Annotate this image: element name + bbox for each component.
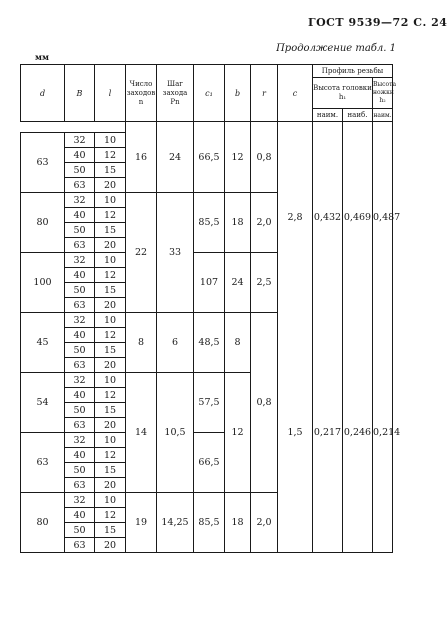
l-cell: 10: [95, 133, 126, 148]
c1-value: 66,5: [194, 433, 225, 493]
b-value: 24: [225, 253, 251, 313]
h1-max-value: 0,246: [343, 313, 373, 553]
b-value: 18: [225, 493, 251, 553]
b-cell: 63: [65, 418, 95, 433]
l-cell: 15: [95, 403, 126, 418]
b-cell: 40: [65, 328, 95, 343]
h2-min-value: 0,214: [373, 313, 393, 553]
pn-value: 6: [157, 313, 194, 373]
b-cell: 32: [65, 433, 95, 448]
l-cell: 10: [95, 433, 126, 448]
header-pn: Шаг захода Pn: [157, 65, 194, 122]
l-cell: 10: [95, 373, 126, 388]
b-cell: 32: [65, 133, 95, 148]
r-value: 2,5: [251, 253, 278, 313]
b-cell: 63: [65, 298, 95, 313]
b-cell: 40: [65, 208, 95, 223]
l-cell: 15: [95, 283, 126, 298]
l-cell: 12: [95, 208, 126, 223]
pn-value: 14,25: [157, 493, 194, 553]
n-value: 22: [126, 193, 157, 313]
l-cell: 20: [95, 418, 126, 433]
c1-value: 85,5: [194, 493, 225, 553]
c1-value: 57,5: [194, 373, 225, 433]
b-cell: 50: [65, 283, 95, 298]
b-cell: 63: [65, 238, 95, 253]
b-value: 8: [225, 313, 251, 373]
b-cell: 40: [65, 148, 95, 163]
header-r: r: [251, 65, 278, 122]
b-cell: 50: [65, 523, 95, 538]
header-h1-min: наим.: [313, 109, 343, 122]
n-value: 8: [126, 313, 157, 373]
b-cell: 63: [65, 178, 95, 193]
pn-value: 10,5: [157, 373, 194, 493]
l-cell: 12: [95, 388, 126, 403]
n-value: 14: [126, 373, 157, 493]
l-cell: 10: [95, 193, 126, 208]
c1-value: 107: [194, 253, 225, 313]
l-cell: 15: [95, 223, 126, 238]
r-value: 0,8: [251, 313, 278, 493]
l-cell: 10: [95, 493, 126, 508]
header-c1: c₁: [194, 65, 225, 122]
header-profile: Профиль резьбы: [313, 65, 393, 78]
b-cell: 50: [65, 163, 95, 178]
l-cell: 20: [95, 238, 126, 253]
header-b: b: [225, 65, 251, 122]
c1-value: 85,5: [194, 193, 225, 253]
l-cell: 12: [95, 328, 126, 343]
header-b-width: B: [65, 65, 95, 122]
b-cell: 63: [65, 538, 95, 553]
b-cell: 40: [65, 448, 95, 463]
l-cell: 12: [95, 508, 126, 523]
r-value: 2,0: [251, 193, 278, 253]
b-cell: 50: [65, 223, 95, 238]
l-cell: 20: [95, 358, 126, 373]
l-cell: 15: [95, 343, 126, 358]
d-value: 45: [21, 313, 65, 373]
b-cell: 32: [65, 373, 95, 388]
l-cell: 10: [95, 253, 126, 268]
b-cell: 32: [65, 313, 95, 328]
b-cell: 63: [65, 358, 95, 373]
c1-value: 48,5: [194, 313, 225, 373]
d-value: 100: [21, 253, 65, 313]
r-value: 0,8: [251, 122, 278, 193]
page-header: ГОСТ 9539—72 С. 24: [308, 16, 447, 29]
b-cell: 63: [65, 478, 95, 493]
h1-min-value: 0,432: [313, 122, 343, 313]
d-value: 63: [21, 133, 65, 193]
c-value: 2,8: [278, 122, 313, 313]
d-value: 80: [21, 493, 65, 553]
b-cell: 50: [65, 463, 95, 478]
unit-label: мм: [35, 52, 49, 62]
n-value: 19: [126, 493, 157, 553]
l-cell: 15: [95, 463, 126, 478]
l-cell: 20: [95, 538, 126, 553]
b-cell: 32: [65, 493, 95, 508]
b-cell: 50: [65, 343, 95, 358]
l-cell: 12: [95, 268, 126, 283]
thread-table: [20, 64, 401, 553]
b-cell: 40: [65, 268, 95, 283]
l-cell: 20: [95, 298, 126, 313]
b-value: 18: [225, 193, 251, 253]
b-cell: 32: [65, 253, 95, 268]
l-cell: 20: [95, 478, 126, 493]
b-cell: 32: [65, 193, 95, 208]
header-n: Число заходов n: [126, 65, 157, 122]
header-h1: Высота головки h₁: [313, 78, 373, 109]
b-cell: 40: [65, 388, 95, 403]
b-cell: 40: [65, 508, 95, 523]
l-cell: 20: [95, 178, 126, 193]
l-cell: 12: [95, 148, 126, 163]
b-value: 12: [225, 373, 251, 493]
table-subtitle: Продолжение табл. 1: [276, 43, 396, 54]
d-value: 80: [21, 193, 65, 253]
header-h1-max: наиб.: [343, 109, 373, 122]
l-cell: 15: [95, 163, 126, 178]
pn-value: 24: [157, 122, 194, 193]
header-h2: Высота ножки h₂: [373, 78, 393, 109]
header-l: l: [95, 65, 126, 122]
b-value: 12: [225, 122, 251, 193]
header-c: c: [278, 65, 313, 122]
header-h2-min: наим.: [373, 109, 393, 122]
d-value: 63: [21, 433, 65, 493]
h1-max-value: 0,469: [343, 122, 373, 313]
b-cell: 50: [65, 403, 95, 418]
header-d: d: [21, 65, 65, 122]
h2-min-value: 0,487: [373, 122, 393, 313]
n-value: 16: [126, 122, 157, 193]
d-value: 54: [21, 373, 65, 433]
pn-value: 33: [157, 193, 194, 313]
c-value: 1,5: [278, 313, 313, 553]
l-cell: 15: [95, 523, 126, 538]
c1-value: 66,5: [194, 122, 225, 193]
r-value: 2,0: [251, 493, 278, 553]
l-cell: 12: [95, 448, 126, 463]
l-cell: 10: [95, 313, 126, 328]
h1-min-value: 0,217: [313, 313, 343, 553]
